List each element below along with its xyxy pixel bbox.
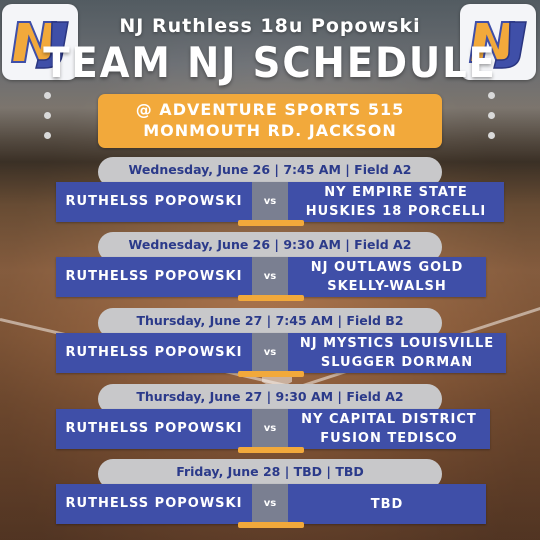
- accent-bar: [238, 522, 304, 528]
- game-date: Wednesday, June 26 | 7:45 AM | Field A2: [98, 157, 442, 187]
- accent-bar: [238, 220, 304, 226]
- game-date: Wednesday, June 26 | 9:30 AM | Field A2: [98, 232, 442, 262]
- game-date: Thursday, June 27 | 9:30 AM | Field A2: [98, 384, 442, 414]
- matchup-bar: [56, 182, 504, 222]
- away-team: [288, 333, 506, 373]
- away-team-line-1: NY CAPITAL DISTRICT: [301, 412, 477, 427]
- accent-bar: [238, 371, 304, 377]
- away-team-line-1: NJ MYSTICS LOUISVILLE: [299, 336, 495, 351]
- game-card: [0, 459, 540, 535]
- home-team: RUTHELSS POPOWSKI: [65, 345, 243, 360]
- matchup-bar: [56, 257, 486, 297]
- away-team: [288, 484, 486, 524]
- away-team-line-2: HUSKIES 18 PORCELLI: [305, 204, 487, 219]
- decorative-dots-left: [44, 92, 52, 152]
- game-card: [0, 157, 540, 233]
- away-team-line-1: TBD: [370, 496, 404, 512]
- accent-bar: [238, 447, 304, 453]
- away-team-line-2: FUSION TEDISCO: [320, 431, 458, 446]
- vs-label: vs: [252, 409, 288, 449]
- away-team: [288, 182, 504, 222]
- game-card: [0, 232, 540, 308]
- vs-label: vs: [252, 257, 288, 297]
- venue-banner: [98, 94, 442, 148]
- decorative-dots-right: [488, 92, 496, 152]
- away-team: [288, 257, 486, 297]
- matchup-bar: [56, 484, 486, 524]
- accent-bar: [238, 295, 304, 301]
- away-team-line-2: SLUGGER DORMAN: [320, 355, 474, 370]
- page-title: TEAM NJ SCHEDULE: [43, 38, 497, 87]
- game-card: [0, 308, 540, 384]
- venue-line-2: MONMOUTH RD. JACKSON: [143, 121, 397, 140]
- home-team: RUTHELSS POPOWSKI: [65, 194, 243, 209]
- matchup-bar: [56, 333, 506, 373]
- game-date: Friday, June 28 | TBD | TBD: [98, 459, 442, 489]
- matchup-bar: [56, 409, 490, 449]
- vs-label: vs: [252, 333, 288, 373]
- vs-label: vs: [252, 182, 288, 222]
- vs-label: vs: [252, 484, 288, 524]
- home-team: RUTHELSS POPOWSKI: [65, 269, 243, 284]
- away-team-line-2: SKELLY-WALSH: [327, 279, 447, 294]
- away-team-line-1: NJ OUTLAWS GOLD: [310, 260, 464, 275]
- home-team: RUTHELSS POPOWSKI: [65, 421, 243, 436]
- away-team-line-1: NY EMPIRE STATE: [324, 185, 468, 200]
- game-date: Thursday, June 27 | 7:45 AM | Field B2: [98, 308, 442, 338]
- away-team: [288, 409, 490, 449]
- team-subtitle: NJ Ruthless 18u Popowski: [119, 15, 421, 37]
- game-card: [0, 384, 540, 460]
- venue-line-1: @ ADVENTURE SPORTS 515: [135, 100, 405, 119]
- home-team: RUTHELSS POPOWSKI: [65, 496, 243, 511]
